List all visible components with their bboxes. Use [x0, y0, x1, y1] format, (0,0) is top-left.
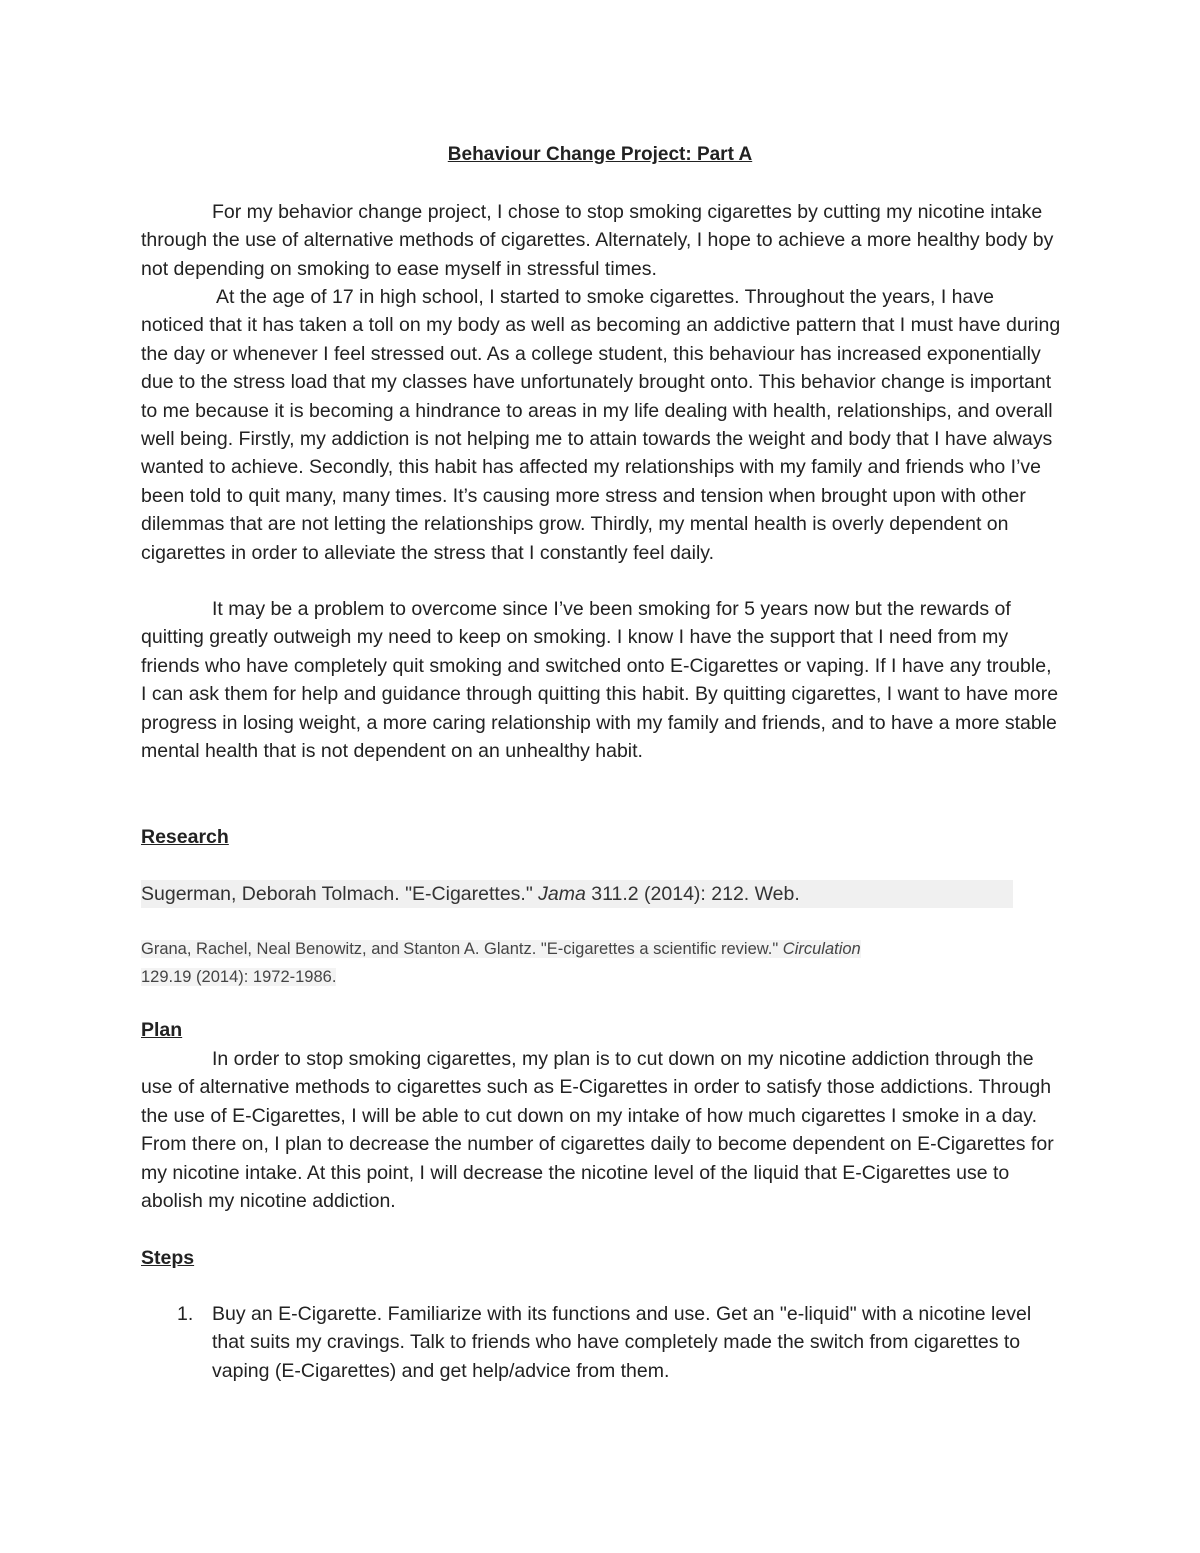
intro-paragraph-3: It may be a problem to overcome since I’ve been smoking for 5 years now but the rewards of quitting greatly outweigh my need to keep on smoking. I know I have the support that I need from my friends who have completely quit smoking and switched onto E-Cigarettes or vaping. If I have any trouble, I can ask them for help and guidance through quitting this habit. By quitting cigarettes, I want to have more progress in losing weight, a more caring relationship with my family and friends, and to have a more stable mental health that is not dependent on an unhealthy habit. [141, 598, 1059, 763]
steps-list-item [141, 1300, 1061, 1385]
research-heading: Research [141, 826, 229, 848]
plan-heading: Plan [141, 1019, 183, 1041]
reference-1-details: 311.2 (2014): 212. Web. [585, 883, 800, 905]
reference-2-journal: Circulation [782, 940, 861, 958]
plan-paragraph: In order to stop smoking cigarettes, my plan is to cut down on my nicotine addiction through the use of alternative methods to cigarettes such as E-Cigarettes in order to satisfy those addictions. Through the use of E-Cigarettes, I will be able to cut down on my intake of how much cigarettes I smoke in a day. From there on, I plan to decrease the number of cigarettes daily to become dependent on E-Cigarettes for my nicotine intake. At this point, I will decrease the nicotine level of the liquid that E-Cigarettes use to abolish my nicotine addiction. [141, 1048, 1054, 1213]
reference-2-details: 129.19 (2014): 1972-1986. [141, 968, 337, 986]
reference-1-journal: Jama [538, 883, 586, 905]
research-reference-2 [141, 935, 1001, 991]
step-text: Buy an E-Cigarette. Familiarize with its functions and use. Get an "e-liquid" with a nicotine level that suits my cravings. Talk to friends who have completely made the switch from cigarettes to vaping (E-Cigarettes) and get help/advice from them. [212, 1303, 1032, 1382]
reference-1-authors-title: Sugerman, Deborah Tolmach. "E-Cigarettes." [141, 883, 539, 905]
intro-paragraph-2: At the age of 17 in high school, I started to smoke cigarettes. Throughout the years, I have noticed that it has taken a toll on my body as well as becoming an addictive pattern that I must have during the day or whenever I feel stressed out. As a college student, this behaviour has increased exponentially due to the stress load that my classes have unfortunately brought onto. This behavior change is important to me because it is becoming a hindrance to areas in my life dealing with health, relationships, and overall well being. Firstly, my addiction is not helping me to attain towards the weight and body that I have always wanted to achieve. Secondly, this habit has affected my relationships with my family and friends who I’ve been told to quit many, many times. It’s causing more stress and tension when brought upon with other dilemmas that are not letting the relationships grow. Thirdly, my mental health is overly dependent on cigarettes in order to alleviate the stress that I constantly feel daily. [141, 286, 1061, 564]
reference-2-authors-title: Grana, Rachel, Neal Benowitz, and Stanton A. Glantz. "E-cigarettes a scientific review." [141, 940, 783, 958]
steps-heading: Steps [141, 1247, 195, 1269]
document-title: Behaviour Change Project: Part A [447, 144, 753, 165]
intro-paragraph-1: For my behavior change project, I chose to stop smoking cigarettes by cutting my nicotine intake through the use of alternative methods of cigarettes. Alternately, I hope to achieve a more healthy body by not depending on smoking to ease myself in stressful times. [141, 201, 1054, 280]
step-number: 1. [177, 1303, 194, 1325]
research-reference-1 [141, 880, 1013, 908]
